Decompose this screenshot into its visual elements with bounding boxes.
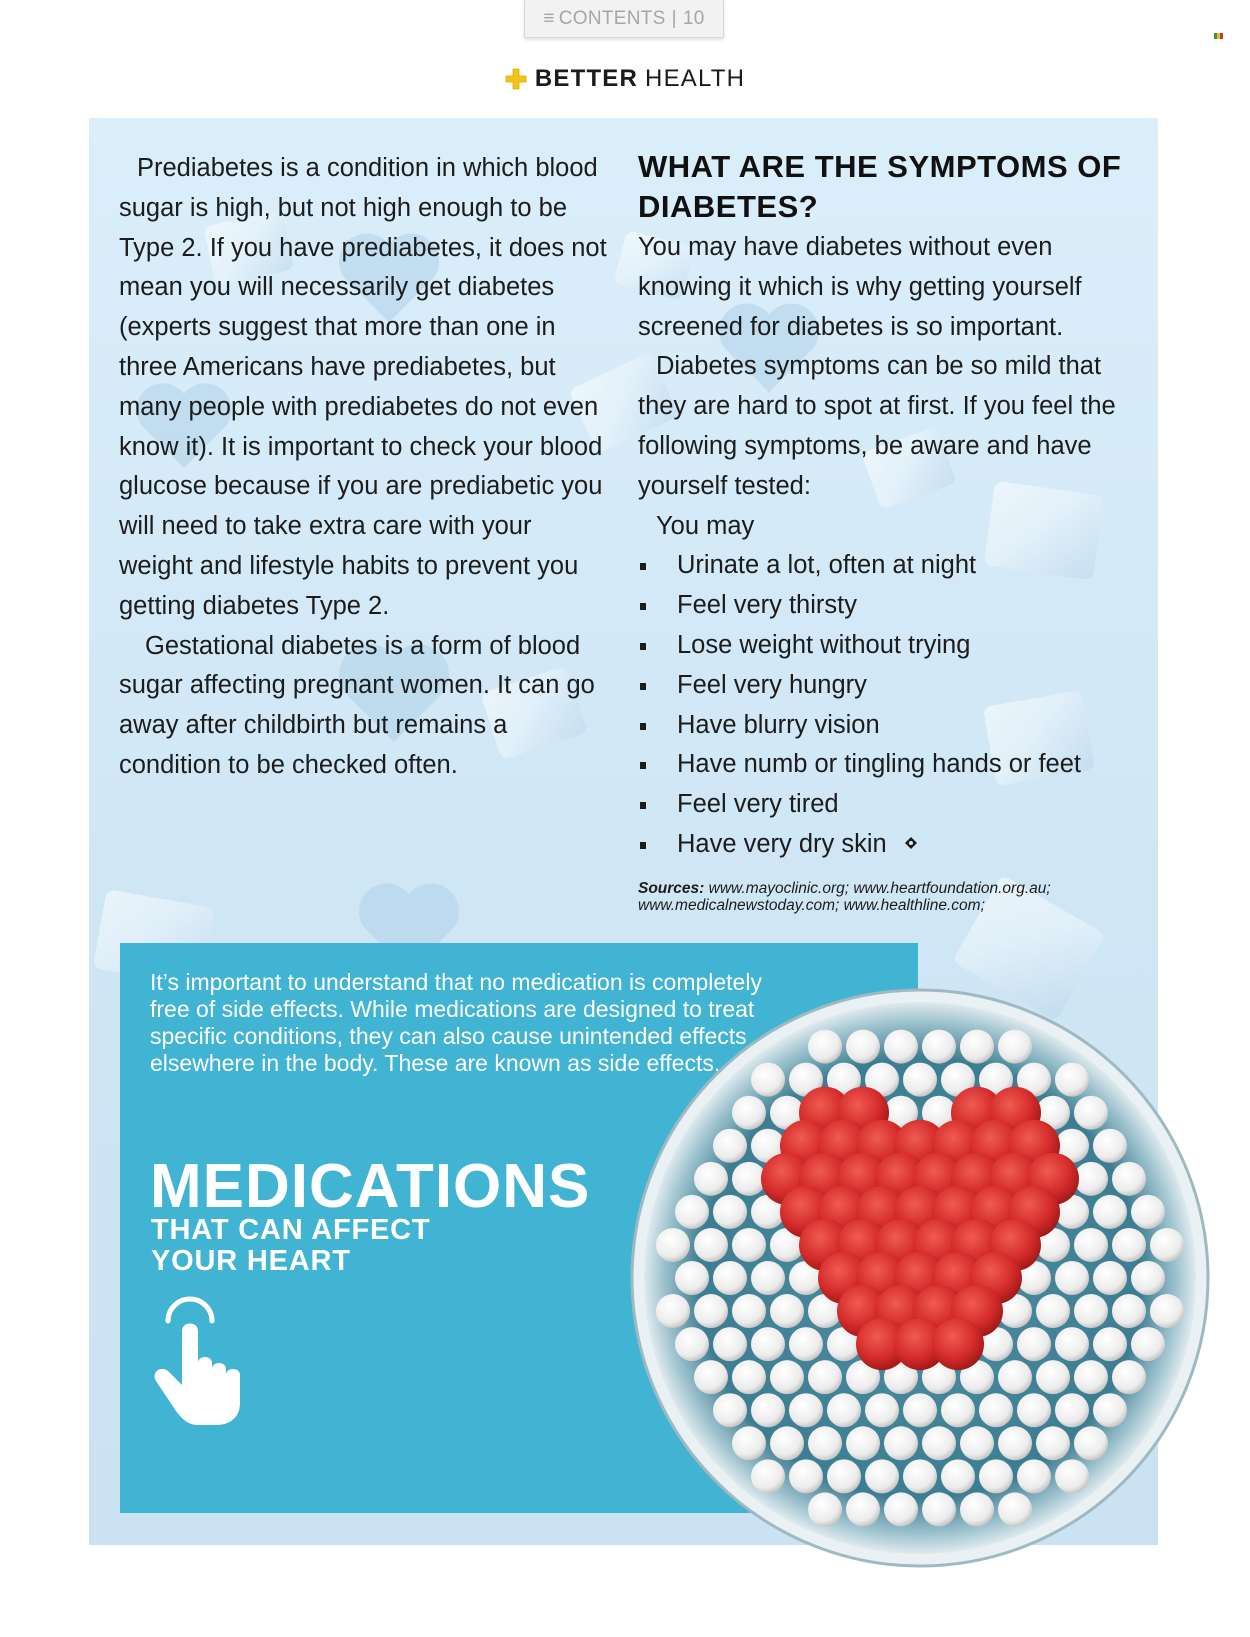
white-pill xyxy=(884,1492,918,1526)
corner-color-mark xyxy=(1214,33,1223,39)
plus-icon xyxy=(505,68,527,90)
white-pill xyxy=(675,1195,709,1229)
white-pill xyxy=(808,1492,842,1526)
white-pill xyxy=(1055,1459,1089,1493)
list-item: Have blurry vision xyxy=(638,706,1138,746)
white-pill xyxy=(732,1294,766,1328)
menu-icon: ≡ xyxy=(543,7,555,29)
bullet-icon xyxy=(640,802,646,809)
white-pill xyxy=(960,1492,994,1526)
white-pill xyxy=(808,1360,842,1394)
white-pill xyxy=(1074,1096,1108,1130)
list-item: Feel very thirsty xyxy=(638,586,1138,626)
pill-heart-dish-image xyxy=(630,988,1210,1568)
white-pill xyxy=(675,1261,709,1295)
white-pill xyxy=(960,1426,994,1460)
white-pill xyxy=(694,1228,728,1262)
feature-subtitle-line2: YOUR HEART xyxy=(151,1245,351,1277)
white-pill xyxy=(1093,1393,1127,1427)
section-title-bold: BETTER xyxy=(534,65,639,92)
white-pill xyxy=(1055,1393,1089,1427)
paragraph-prediabetes: Prediabetes is a condition in which blood sugar is high, but not high enough to be Type 2. If you have prediabetes, it does not mean you will necessarily get diabetes (experts suggest that more than one in three Americans have prediabetes, but many people with prediabetes do not even know it). It is important to check your blood glucose because if you are prediabetic you will need to take extra care with your weight and lifestyle habits to prevent you getting diabetes Type 2. xyxy=(119,154,607,620)
white-pill xyxy=(732,1426,766,1460)
white-pill xyxy=(1074,1360,1108,1394)
paragraph-you-may: You may xyxy=(656,511,755,540)
white-pill xyxy=(846,1492,880,1526)
white-pill xyxy=(1055,1261,1089,1295)
white-pill xyxy=(979,1393,1013,1427)
white-pill xyxy=(694,1162,728,1196)
white-pill xyxy=(827,1459,861,1493)
feature-intro: It’s important to understand that no medication is completely free of side effects. While medications are designed to treat specific conditions, they can also cause unintended effects elsewhere in the body. These are known as side effects. xyxy=(150,969,762,1076)
white-pill xyxy=(1131,1327,1165,1361)
white-pill xyxy=(884,1426,918,1460)
white-pill xyxy=(1093,1327,1127,1361)
sources-label: Sources: xyxy=(638,880,705,897)
white-pill xyxy=(770,1426,804,1460)
white-pill xyxy=(789,1393,823,1427)
white-pill xyxy=(1112,1162,1146,1196)
white-pill xyxy=(998,1492,1032,1526)
white-pill xyxy=(941,1459,975,1493)
bullet-icon xyxy=(640,603,646,610)
white-pill xyxy=(998,1360,1032,1394)
white-pill xyxy=(732,1228,766,1262)
white-pill xyxy=(751,1063,785,1097)
white-pill xyxy=(1017,1327,1051,1361)
white-pill xyxy=(998,1030,1032,1064)
white-pill xyxy=(751,1261,785,1295)
white-pill xyxy=(713,1195,747,1229)
white-pill xyxy=(656,1228,690,1262)
list-item: Feel very hungry xyxy=(638,666,1138,706)
paragraph-gestational: Gestational diabetes is a form of blood sugar affecting pregnant women. It can go away after childbirth but remains a condition to be checked often. xyxy=(119,631,595,779)
paragraph-intro: You may have diabetes without even knowing it which is why getting yourself screened for diabetes is so important. xyxy=(638,233,1082,341)
white-pill xyxy=(675,1327,709,1361)
white-pill xyxy=(846,1426,880,1460)
white-pill xyxy=(998,1426,1032,1460)
white-pill xyxy=(1055,1327,1089,1361)
bullet-icon xyxy=(640,762,646,769)
white-pill xyxy=(1055,1063,1089,1097)
white-pill xyxy=(770,1360,804,1394)
bullet-icon xyxy=(640,723,646,730)
bullet-icon xyxy=(640,563,646,570)
white-pill xyxy=(922,1492,956,1526)
white-pill xyxy=(1074,1426,1108,1460)
end-mark-icon xyxy=(905,837,917,849)
white-pill xyxy=(732,1162,766,1196)
white-pill xyxy=(713,1261,747,1295)
white-pill xyxy=(713,1129,747,1163)
list-item: Urinate a lot, often at night xyxy=(638,546,1138,586)
white-pill xyxy=(922,1426,956,1460)
sources-note xyxy=(638,880,1108,914)
white-pill xyxy=(941,1393,975,1427)
white-pill xyxy=(1074,1162,1108,1196)
white-pill xyxy=(979,1459,1013,1493)
white-pill xyxy=(808,1426,842,1460)
white-pill xyxy=(1036,1426,1070,1460)
white-pill xyxy=(1131,1195,1165,1229)
white-pill xyxy=(1112,1228,1146,1262)
section-header xyxy=(0,64,1250,94)
bullet-icon xyxy=(640,643,646,650)
white-pill xyxy=(713,1327,747,1361)
paragraph-mild-symptoms: Diabetes symptoms can be so mild that they are hard to spot at first. If you feel the following symptoms, be aware and have yourself tested: xyxy=(638,352,1116,500)
white-pill xyxy=(865,1459,899,1493)
white-pill xyxy=(1093,1195,1127,1229)
sources-text: www.mayoclinic.org; www.heartfoundation.org.au; www.medicalnewstoday.com; www.healthline.com; xyxy=(638,880,1051,914)
white-pill xyxy=(1093,1129,1127,1163)
tap-hand-icon[interactable] xyxy=(150,1283,260,1428)
white-pill xyxy=(1112,1294,1146,1328)
white-pill xyxy=(922,1030,956,1064)
white-pill xyxy=(694,1360,728,1394)
white-pill xyxy=(1112,1360,1146,1394)
white-pill xyxy=(789,1459,823,1493)
white-pill xyxy=(656,1294,690,1328)
feature-subtitle xyxy=(151,1215,430,1277)
symptoms-heading: WHAT ARE THE SYMPTOMS OF DIABETES? xyxy=(638,149,1122,224)
white-pill xyxy=(789,1327,823,1361)
white-pill xyxy=(751,1393,785,1427)
white-pill xyxy=(865,1393,899,1427)
list-item: Have numb or tingling hands or feet xyxy=(638,745,1138,785)
bullet-icon xyxy=(640,683,646,690)
white-pill xyxy=(846,1030,880,1064)
page-number: 10 xyxy=(682,7,705,29)
section-title-light: HEALTH xyxy=(645,65,746,92)
white-pill xyxy=(827,1393,861,1427)
white-pill xyxy=(751,1327,785,1361)
separator: | xyxy=(671,7,677,29)
white-pill xyxy=(770,1294,804,1328)
left-column xyxy=(119,149,609,786)
white-pill xyxy=(1074,1228,1108,1262)
right-column xyxy=(638,147,1138,865)
list-item: Feel very tired xyxy=(638,785,1138,825)
contents-label: CONTENTS xyxy=(558,7,666,29)
white-pill xyxy=(903,1459,937,1493)
white-pill xyxy=(1131,1261,1165,1295)
white-pill xyxy=(732,1360,766,1394)
white-pill xyxy=(1017,1393,1051,1427)
white-pill xyxy=(751,1459,785,1493)
white-pill xyxy=(903,1063,937,1097)
white-pill xyxy=(808,1030,842,1064)
white-pill xyxy=(713,1393,747,1427)
contents-button[interactable] xyxy=(524,0,724,38)
white-pill xyxy=(1074,1294,1108,1328)
white-pill xyxy=(1036,1294,1070,1328)
white-pill xyxy=(960,1030,994,1064)
white-pill xyxy=(1150,1294,1184,1328)
feature-title: MEDICATIONS xyxy=(150,1152,591,1221)
white-pill xyxy=(1036,1360,1070,1394)
white-pill xyxy=(1017,1459,1051,1493)
list-item: Have very dry skin xyxy=(638,825,1138,865)
white-pill xyxy=(732,1096,766,1130)
white-pill xyxy=(694,1294,728,1328)
bullet-icon xyxy=(640,842,646,849)
list-item: Lose weight without trying xyxy=(638,626,1138,666)
white-pill xyxy=(1150,1228,1184,1262)
red-pill xyxy=(932,1318,984,1370)
symptom-list xyxy=(638,546,1138,864)
white-pill xyxy=(884,1030,918,1064)
feature-subtitle-line1: THAT CAN AFFECT xyxy=(151,1214,431,1246)
white-pill xyxy=(903,1393,937,1427)
white-pill xyxy=(1093,1261,1127,1295)
